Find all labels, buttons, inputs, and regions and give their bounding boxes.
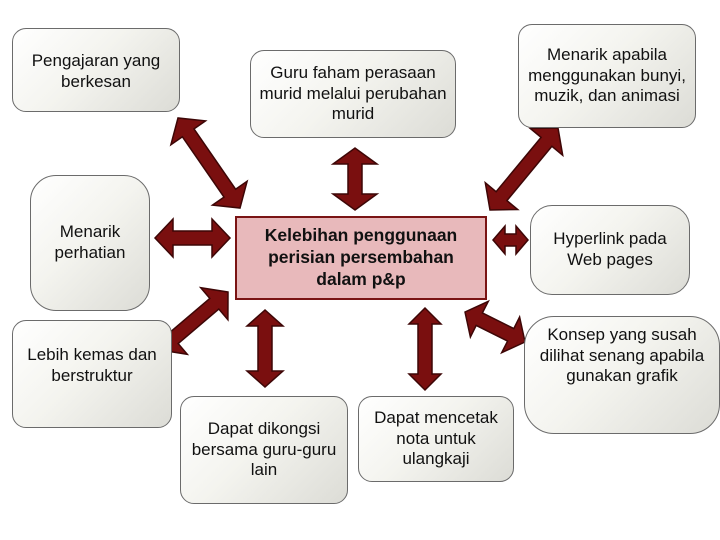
node-mencetak-text: Dapat mencetak nota untuk ulangkaji — [374, 407, 498, 469]
node-menarik-perhatian — [30, 175, 150, 311]
node-dikongsi — [180, 396, 348, 504]
arrow-center-to-hyperlink — [493, 226, 528, 254]
arrow-center-to-menarik — [485, 128, 562, 210]
arrow-center-to-konsep — [465, 301, 525, 352]
node-pengajaran-berkesan — [12, 28, 180, 112]
arrow-center-to-perhatian — [155, 219, 230, 257]
center-kelebihan-text: Kelebihan penggunaan perisian persembahan dalam p&p — [264, 225, 458, 289]
node-konsep-text: Konsep yang susah dilihat senang apabila gunakan grafik — [539, 325, 705, 386]
node-menarik-perhatian-text: Menarik perhatian — [54, 222, 126, 262]
arrow-center-to-mencetak — [409, 308, 441, 390]
node-pengajaran-berkesan-text: Pengajaran yang berkesan — [31, 51, 161, 91]
node-lebih-kemas-text: Lebih kemas dan berstruktur — [27, 345, 157, 385]
node-guru-faham-text: Guru faham perasaan murid melalui perubahan murid — [259, 62, 447, 124]
arrow-center-to-guru — [333, 148, 377, 210]
node-menarik-apabila-text: Menarik apabila menggunakan bunyi, muzik, dan animasi — [528, 44, 686, 106]
node-hyperlink — [530, 205, 690, 295]
center-kelebihan — [235, 216, 487, 300]
node-lebih-kemas — [12, 320, 172, 428]
arrow-center-to-pengajaran — [171, 118, 247, 208]
node-dikongsi-text: Dapat dikongsi bersama guru-guru lain — [191, 418, 337, 480]
node-menarik-apabila — [518, 24, 696, 128]
node-mencetak — [358, 396, 514, 482]
node-guru-faham — [250, 50, 456, 138]
node-konsep — [524, 316, 720, 434]
node-hyperlink-text: Hyperlink pada Web pages — [553, 229, 667, 269]
arrow-center-to-dikongsi — [247, 310, 283, 387]
